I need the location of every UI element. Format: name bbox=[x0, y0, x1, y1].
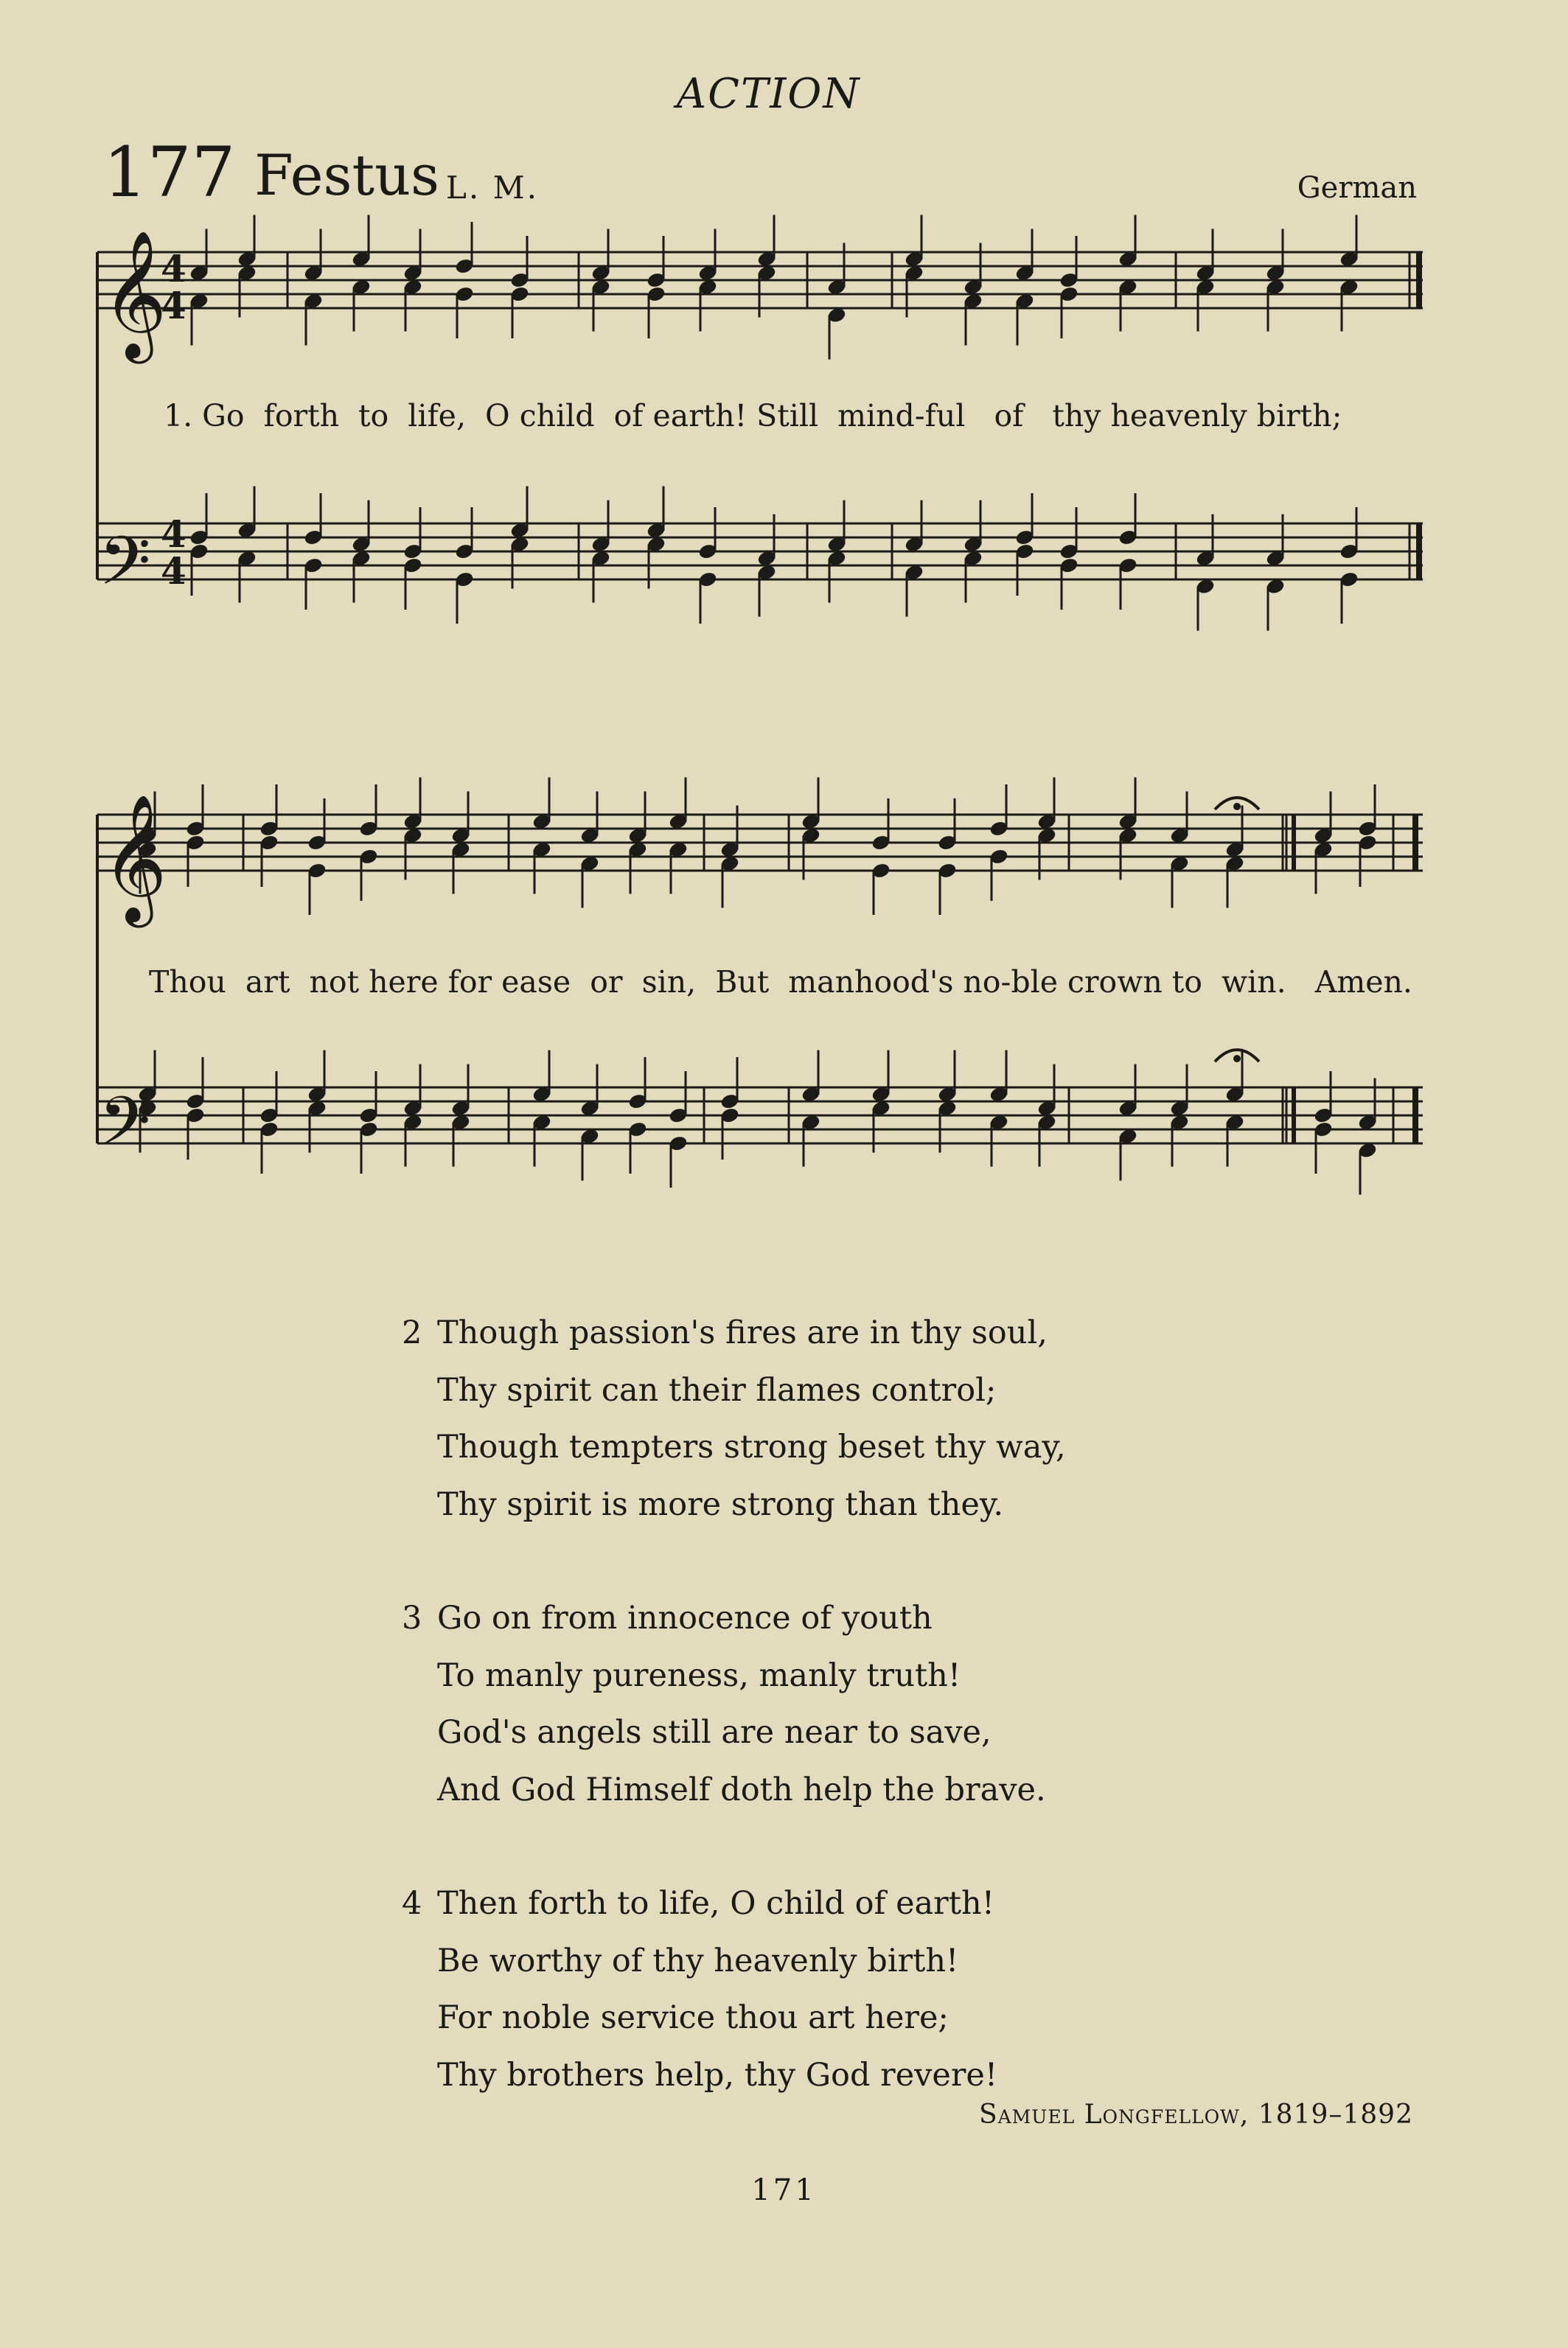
bass-clef: 𝄢 bbox=[99, 522, 151, 616]
verse-line: Thy brothers help, thy God revere! bbox=[437, 2056, 998, 2094]
tune-name: Festus bbox=[254, 142, 440, 208]
page-number: 171 bbox=[751, 2173, 817, 2207]
verse-line: And God Himself doth help the brave. bbox=[437, 1771, 1046, 1808]
stanza-number: 2 bbox=[402, 1314, 422, 1351]
bass-clef: 𝄢 bbox=[99, 1082, 151, 1177]
stanza-2 bbox=[402, 1305, 1066, 1533]
verse-line: 4 Then forth to life, O child of earth! bbox=[402, 1875, 1066, 1933]
lyric-line-1: 1. Go forth to life, O child of earth! Still mind-ful of thy heavenly birth; bbox=[164, 398, 1342, 433]
verses bbox=[402, 1305, 1066, 2161]
hymn-number: 177 bbox=[103, 133, 236, 213]
stanza-number: 4 bbox=[402, 1885, 422, 1922]
author-credit: Samuel Longfellow, 1819–1892 bbox=[978, 2100, 1413, 2130]
stanza-3 bbox=[402, 1590, 1066, 1819]
fermata-dot bbox=[1233, 1055, 1241, 1062]
lyric-line-2: Thou art not here for ease or sin, But manhood's no-ble crown to win. Amen. bbox=[149, 964, 1412, 1000]
section-title: ACTION bbox=[676, 70, 861, 118]
treble-clef: 𝄞 bbox=[102, 794, 167, 922]
stanza-number: 3 bbox=[402, 1600, 422, 1637]
time-signature-top: 4 bbox=[161, 512, 187, 556]
verse-line: 3 Go on from innocence of youth bbox=[402, 1590, 1066, 1648]
time-signature-bottom: 4 bbox=[161, 549, 187, 593]
stanza-4 bbox=[402, 1875, 1066, 2104]
treble-clef: 𝄞 bbox=[102, 230, 167, 358]
verse-line: Thy spirit is more strong than they. bbox=[437, 1485, 1004, 1523]
time-signature-bottom: 4 bbox=[161, 284, 187, 327]
verse-line: God's angels still are near to save, bbox=[437, 1714, 992, 1751]
time-signature-top: 4 bbox=[161, 247, 187, 290]
verse-line: Though tempters strong beset thy way, bbox=[437, 1429, 1066, 1466]
verse-line: 2 Though passion's fires are in thy soul, bbox=[402, 1305, 1066, 1362]
verse-line: Be worthy of thy heavenly birth! bbox=[437, 1942, 959, 1979]
tune-source: German bbox=[1297, 171, 1417, 205]
verse-line: To manly pureness, manly truth! bbox=[437, 1657, 961, 1694]
meter: L. M. bbox=[446, 170, 539, 206]
verse-line: For noble service thou art here; bbox=[437, 1999, 949, 2036]
verse-line: Thy spirit can their flames control; bbox=[437, 1371, 997, 1409]
fermata-dot bbox=[1233, 803, 1241, 810]
